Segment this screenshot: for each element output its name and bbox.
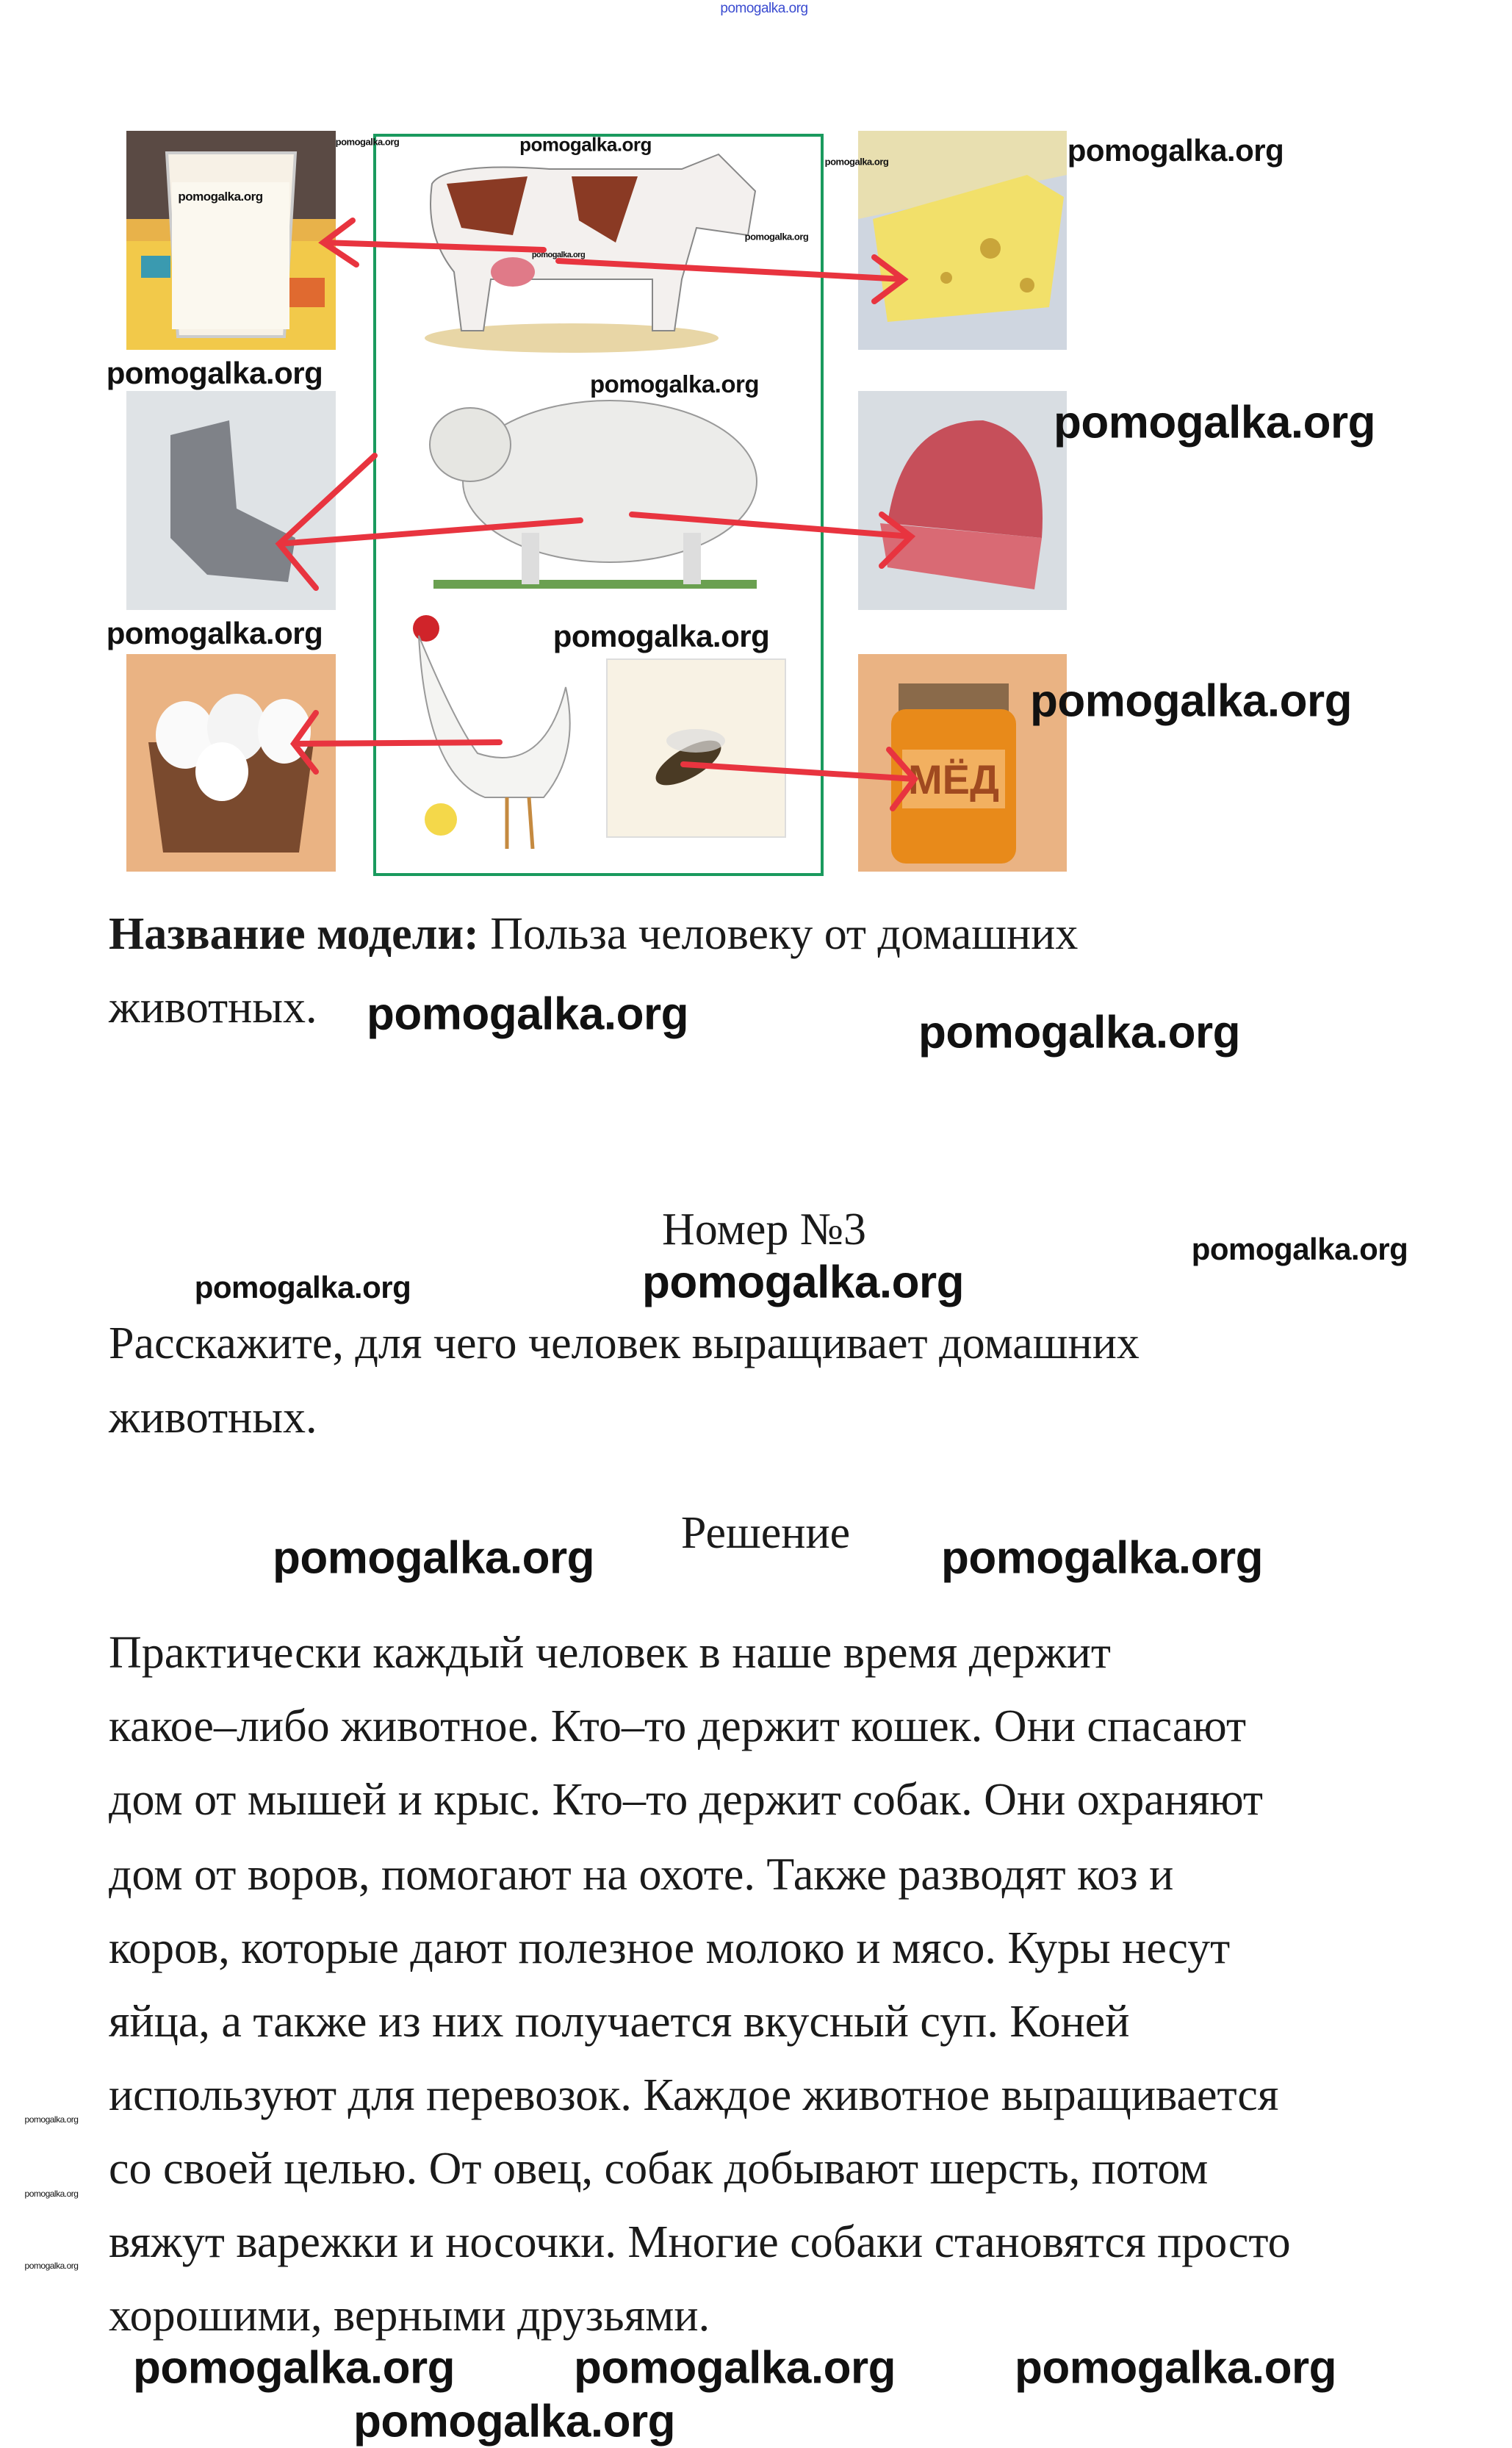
solution-line: коров, которые дают полезное молоко и мясо. Куры несут <box>109 1923 1231 1973</box>
question-line: животных. <box>109 1393 317 1443</box>
watermark: pomogalka.org <box>194 1270 411 1304</box>
watermark: pomogalka.org <box>531 251 586 259</box>
watermark: pomogalka.org <box>720 1 808 16</box>
watermark: pomogalka.org <box>106 616 323 650</box>
solution-line: используют для перевозок. Каждое животное выращивается <box>109 2070 1279 2120</box>
model-name-line-2: животных. <box>109 983 317 1033</box>
watermark: pomogalka.org <box>1067 133 1284 168</box>
arrow-cow-to-cheese <box>558 257 904 301</box>
watermark: pomogalka.org <box>642 1257 964 1308</box>
solution-line: дом от мышей и крыс. Кто–то держит собак. Они охраняют <box>109 1775 1264 1825</box>
model-name-line-1 <box>109 911 1078 957</box>
watermark: pomogalka.org <box>519 133 652 156</box>
watermark: pomogalka.org <box>24 2189 79 2199</box>
model-name-label: Название модели: <box>109 909 479 959</box>
solution-line: яйца, а также из них получается вкусный суп. Коней <box>109 1997 1130 2047</box>
watermark: pomogalka.org <box>367 988 688 1040</box>
watermark: pomogalka.org <box>744 231 809 243</box>
watermark: pomogalka.org <box>589 370 760 398</box>
solution-line: хорошими, верными друзьями. <box>109 2291 710 2341</box>
arrow-rooster-to-eggs <box>294 713 500 772</box>
watermark: pomogalka.org <box>24 2114 79 2125</box>
solution-line: со своей целью. От овец, собак добывают шерсть, потом <box>109 2144 1209 2194</box>
model-name-text: Польза человеку от домашних <box>490 909 1079 959</box>
watermark: pomogalka.org <box>24 2261 79 2271</box>
watermark: pomogalka.org <box>133 2342 455 2394</box>
question-line: Расскажите, для чего человек выращивает домашних <box>109 1318 1140 1368</box>
watermark: pomogalka.org <box>106 356 323 390</box>
arrow-bee-to-honey <box>683 750 915 808</box>
solution-heading: Решение <box>680 1508 851 1558</box>
watermark: pomogalka.org <box>178 190 263 204</box>
arrow-cow-to-milk <box>323 220 544 265</box>
task-number: Номер №3 <box>661 1205 867 1254</box>
watermark: pomogalka.org <box>273 1532 594 1584</box>
watermark: pomogalka.org <box>918 1007 1240 1058</box>
solution-line: Практически каждый человек в наше время держит <box>109 1628 1111 1678</box>
watermark: pomogalka.org <box>824 156 889 168</box>
arrow-sheep-to-hat <box>632 514 911 566</box>
solution-line: дом от воров, помогают на охоте. Также разводят коз и <box>109 1850 1174 1900</box>
honey-jar-label: МЁД <box>907 756 1000 803</box>
watermark: pomogalka.org <box>1030 675 1352 727</box>
watermark: pomogalka.org <box>335 136 400 148</box>
watermark: pomogalka.org <box>941 1532 1263 1584</box>
watermark: pomogalka.org <box>1015 2342 1336 2394</box>
watermark: pomogalka.org <box>1054 397 1375 448</box>
solution-line: какое–либо животное. Кто–то держит кошек. Они спасают <box>109 1701 1247 1751</box>
solution-line: вяжут варежки и носочки. Многие собаки становятся просто <box>109 2217 1291 2267</box>
watermark: pomogalka.org <box>353 2396 675 2447</box>
watermark: pomogalka.org <box>1191 1232 1408 1266</box>
watermark: pomogalka.org <box>574 2342 896 2394</box>
watermark: pomogalka.org <box>552 619 770 653</box>
arrow-sheep-to-sock <box>279 456 580 588</box>
